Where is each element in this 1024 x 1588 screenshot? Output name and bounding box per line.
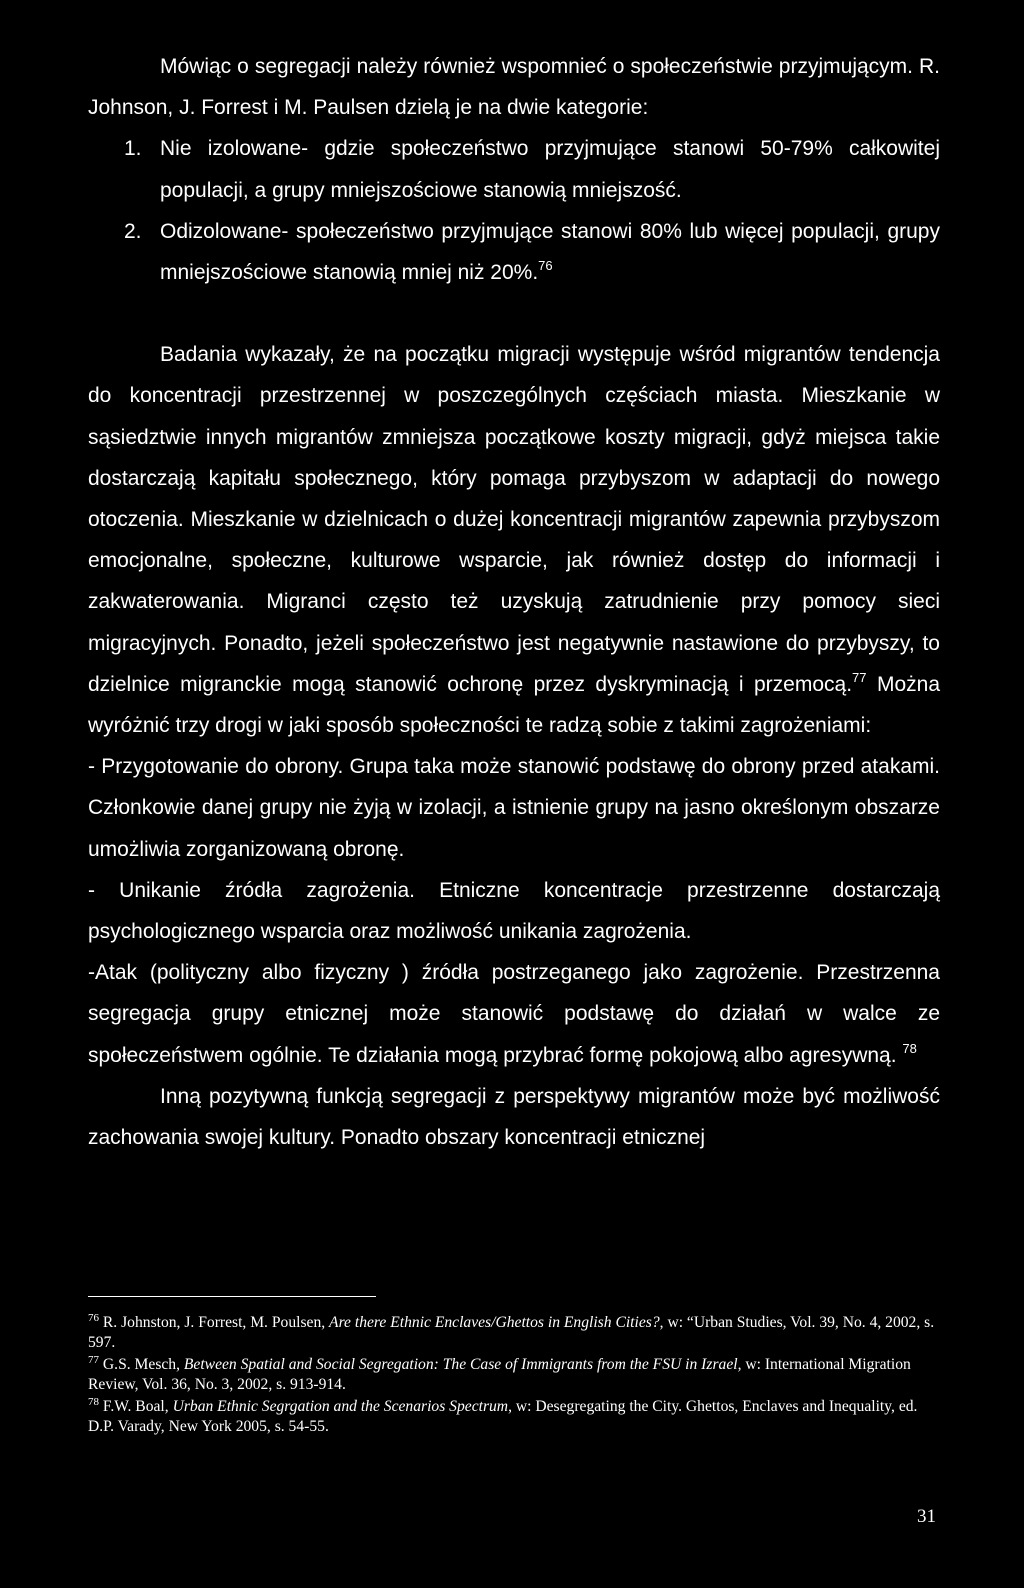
footnote-number: 78 <box>88 1396 99 1408</box>
list-item-text: Odizolowane- społeczeństwo przyjmujące stanowi 80% lub więcej populacji, grupy mniejszościowe stanowią mniej niż 20%. <box>160 219 940 285</box>
footnote-author: F.W. Boal, <box>102 1398 173 1415</box>
list-item-text-wrapper <box>160 211 940 293</box>
footnote-author: G.S. Mesch, <box>102 1356 184 1373</box>
paragraph-avoidance: - Unikanie źródła zagrożenia. Etniczne koncentracje przestrzenne dostarczają psychologicznego wsparcia oraz możliwość unikania zagrożenia. <box>88 878 940 944</box>
footnotes <box>88 1313 940 1436</box>
footnote-source: , w: Desegregating the City. Ghettos, Enclaves and Inequality, ed. D.P. Varady, New York 2005, s. 54-55. <box>88 1398 918 1435</box>
footnote-ref-78[interactable]: 78 <box>902 1040 917 1056</box>
footnote-title: Urban Ethnic Segrgation and the Scenarios Spectrum <box>172 1398 509 1415</box>
body-text <box>88 46 940 1158</box>
footnote-title: Between Spatial and Social Segregation: The Case of Immigrants from the FSU in Izrael, <box>183 1356 742 1373</box>
paragraph-culture: Inną pozytywną funkcją segregacji z perspektywy migrantów może być możliwość zachowania swojej kultury. Ponadto obszary koncentracji etnicznej <box>88 1084 940 1150</box>
paragraph-intro: Mówiąc o segregacji należy również wspomnieć o społeczeństwie przyjmującym. R. Johnson, J. Forrest i M. Paulsen dzielą je na dwie kategorie: <box>88 55 940 120</box>
footnote-ref-76[interactable]: 76 <box>538 258 553 274</box>
list-item-text: Nie izolowane- gdzie społeczeństwo przyjmujące stanowi 50-79% całkowitej populacji, a grupy mniejszościowe stanowią mniejszość. <box>160 137 940 202</box>
footnote-77 <box>88 1355 940 1394</box>
footnote-number: 77 <box>88 1354 99 1366</box>
footnote-divider <box>88 1296 376 1297</box>
footnote-76 <box>88 1313 940 1352</box>
footnote-title: Are there Ethnic Enclaves/Ghettos in English Cities? <box>329 1314 660 1331</box>
list-item <box>124 128 940 210</box>
paragraph-body <box>88 334 940 746</box>
footnote-author: R. Johnston, J. Forrest, M. Poulsen, <box>102 1314 330 1331</box>
paragraph-text: Można wyróżnić trzy drogi w jaki sposób społeczności te radzą sobie z takimi zagrożeniami: <box>88 672 940 738</box>
footnote-78 <box>88 1397 940 1436</box>
paragraph-text: Badania wykazały, że na początku migracji występuje wśród migrantów tendencja do koncentracji przestrzennej w poszczególnych częściach miasta. Mieszkanie w sąsiedztwie innych migrantów zmniejsza początkowe koszty migracji, gdyż miejsca takie dostarczają kapitału społecznego, który pomaga przybyszom w adaptacji do nowego otoczenia. Mieszkanie w dzielnicach o dużej koncentracji migrantów zapewnia przybyszom emocjonalne, społeczne, kulturowe wsparcie, jak również dostęp do informacji i zakwaterowania. Migranci często też uzyskują zatrudnienie przy pomocy sieci migracyjnych. Ponadto, jeżeli społeczeństwo jest negatywnie nastawione do przybyszy, to dzielnice migranckie mogą stanowić ochronę przez dyskryminacją i przemocą. <box>88 343 940 696</box>
footnote-source: , w: “Urban Studies, Vol. 39, No. 4, 2002, s. 597. <box>88 1314 935 1351</box>
footnote-ref-77[interactable]: 77 <box>852 669 867 685</box>
page-number: 31 <box>917 1506 936 1527</box>
paragraph-defense: - Przygotowanie do obrony. Grupa taka może stanowić podstawę do obrony przed atakami. Członkowie danej grupy nie żyją w izolacji, a istnienie grupy na jasno określonym obszarze umożliwia zorganizowaną obronę. <box>88 755 940 861</box>
list-item <box>124 211 940 293</box>
list-item-number: 1. <box>124 137 142 161</box>
list-item-number: 2. <box>124 219 142 243</box>
footnote-number: 76 <box>88 1312 99 1324</box>
paragraph-text: -Atak (polityczny albo fizyczny ) źródła postrzeganego jako zagrożenie. Przestrzenna segregacja grupy etnicznej może stanowić podstawę do działań w walce ze społeczeństwem ogólnie. Te działania mogą przybrać formę pokojową albo agresywną. <box>88 961 940 1067</box>
paragraph-attack <box>88 952 940 1076</box>
footnote-source: w: International Migration Review, Vol. 36, No. 3, 2002, s. 913-914. <box>88 1356 911 1393</box>
